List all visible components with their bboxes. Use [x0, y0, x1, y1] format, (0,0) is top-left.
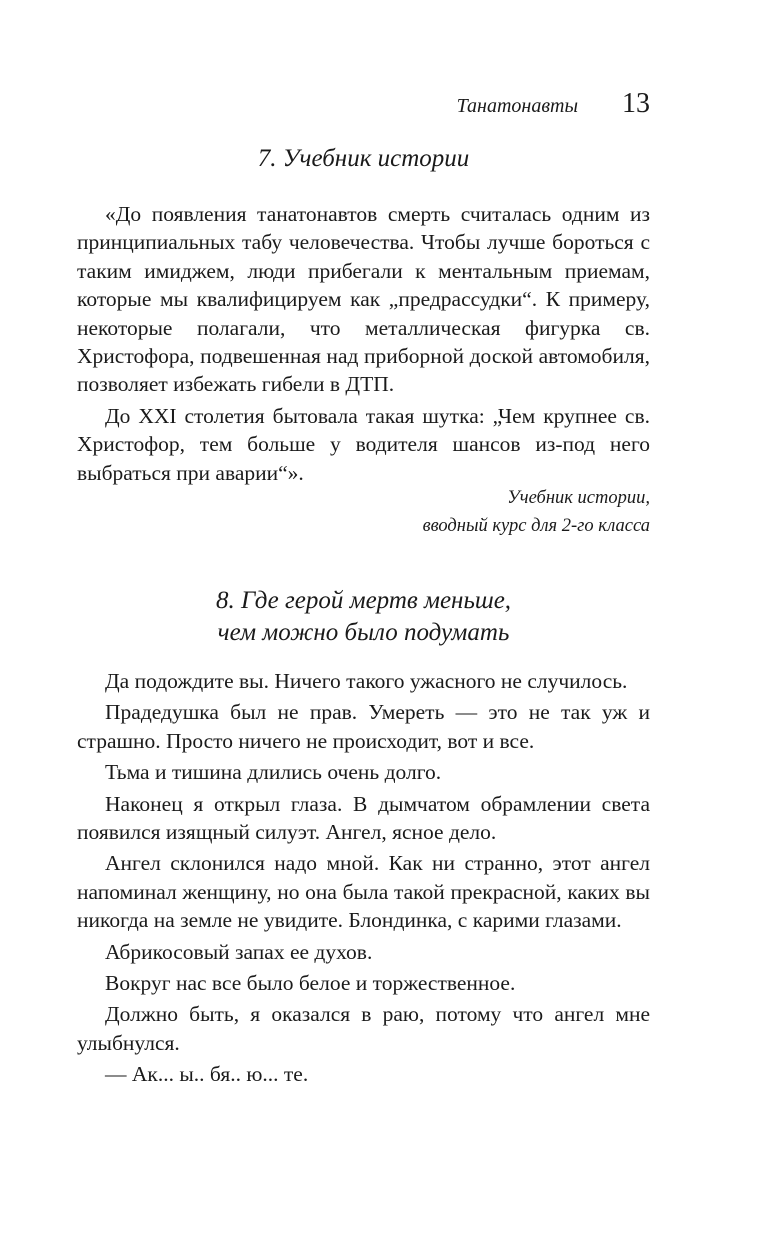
source-line-2: вводный курс для 2-го класса: [422, 516, 650, 536]
running-head-title: Танатонавты: [456, 95, 578, 117]
chapter-8-paragraph: Должно быть, я оказался в раю, потому что ангел мне улыбнулся.: [77, 1002, 650, 1055]
chapter-8-paragraph: Ангел склонился надо мной. Как ни странно, этот ангел напоминал женщину, но она была такой прекрасной, каких вы никогда на земле не увидите. Блондинка, с карими глазами.: [77, 851, 650, 933]
chapter-7-source: [423, 484, 650, 540]
chapter-7-paragraph: До XXI столетия бытовала такая шутка: „Чем крупнее св. Христофор, тем больше у водителя шансов из-под него выбраться при аварии“».: [77, 403, 650, 485]
chapter-8-title-line-1: 8. Где герой мертв меньше,: [215, 587, 512, 614]
chapter-8-paragraph: Наконец я открыл глаза. В дымчатом обрамлении света появился изящный силуэт. Ангел, ясное дело.: [77, 791, 650, 845]
chapter-8-paragraph: — Ак... ы.. бя.. ю... те.: [105, 1062, 309, 1087]
chapter-7-paragraph: «До появления танатонавтов смерть считалась одним из принципиальных табу человечества. Чтобы лучше бороться с таким имиджем, люди прибегали к ментальным приемам, которые мы квалифицируем как „предрассудки“. К примеру, некоторые полагали, что металлическая фигурка св. Христофора, подвешенная над приборной доской автомобиля, позволяет избежать гибели в ДТП.: [77, 202, 650, 397]
chapter-7-title: 7. Учебник истории: [257, 145, 470, 172]
chapter-8-paragraph: Да подождите вы. Ничего такого ужасного не случилось.: [105, 669, 628, 693]
chapter-7-heading-block: [77, 143, 650, 175]
chapter-8-paragraph: Вокруг нас все было белое и торжественное.: [105, 971, 516, 996]
page-number: 13: [622, 88, 650, 119]
chapter-8-body: [77, 667, 650, 1092]
running-head: [457, 88, 650, 128]
chapter-8-paragraph: Прадедушка был не прав. Умереть — это не так уж и страшно. Просто ничего не происходит, вот и все.: [77, 700, 650, 753]
chapter-8-title-line-2: чем можно было подумать: [217, 619, 510, 646]
book-page: [77, 0, 650, 1241]
chapter-8-paragraph: Абрикосовый запах ее духов.: [105, 939, 373, 964]
chapter-7-body: [77, 200, 650, 490]
chapter-8-heading-block: [77, 585, 650, 649]
source-line-1: Учебник истории,: [507, 488, 650, 508]
chapter-8-paragraph: Тьма и тишина длились очень долго.: [105, 760, 442, 785]
